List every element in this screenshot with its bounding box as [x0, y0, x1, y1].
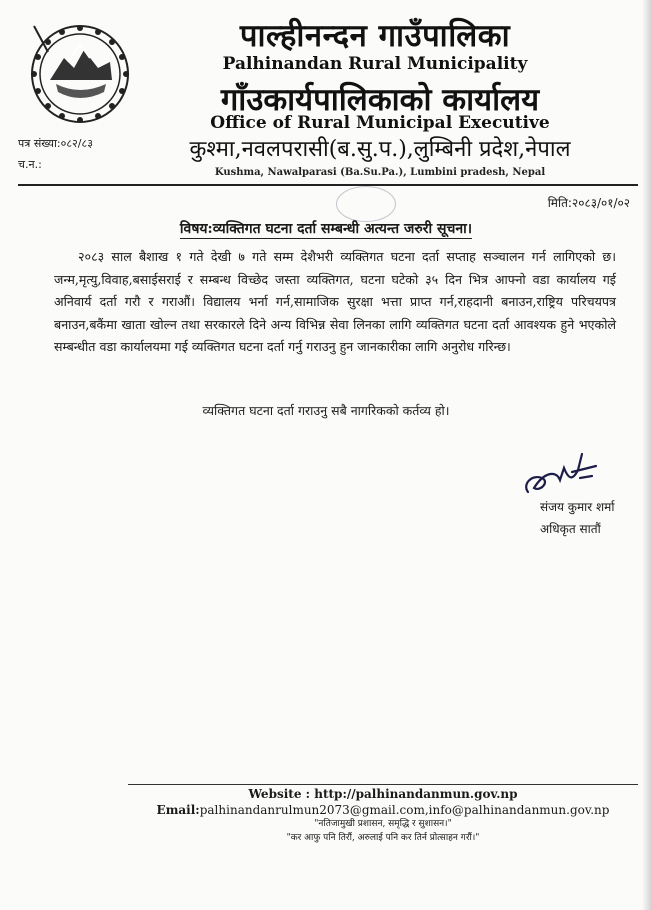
signatory-name: संजय कुमार शर्मा: [540, 500, 615, 514]
office-name-nepali: गाँउकार्यपालिकाको कार्यालय: [220, 82, 540, 118]
notice-body: २०८३ साल बैशाख १ गते देखी ७ गते सम्म देशैभरी व्यक्तिगत घटना दर्ता सप्ताह सञ्चालन गर्न लागिएको छ। जन्म,मृत्यु,विवाह,बसाईसराई र सम्बन्ध विच्छेद जस्ता व्यक्तिगत, घटना घटेको ३५ दिन भित्र आफ्नो वडा कार्यालय गई अनिवार्य दर्ता गरौ र गराऔं। विद्यालय भर्ना गर्न,सामाजिक सुरक्षा भत्ता प्राप्त गर्न,राहदानी बनाउन,राष्ट्रिय परिचयपत्र बनाउन,बकैंमा खाता खोल्न तथा सरकारले दिने अन्य विभिन्न सेवा लिनका लागि व्यक्तिगत घटना दर्ता आवश्यक हुने भएकोले सम्बन्धीत वडा कार्यालयमा गई व्यक्तिगत घटना दर्ता गर्नु गराउनु हुन जानकारीका लागि अनुरोध गरिन्छ।: [54, 249, 616, 354]
email-addresses: palhinandanrulmun2073@gmail.com,info@palhinandanmun.gov.np: [199, 803, 610, 817]
office-seal-stamp: [336, 186, 396, 222]
email-label: Email:: [156, 803, 200, 817]
reference-block: [18, 133, 93, 175]
handwritten-signature: [520, 448, 600, 503]
letter-number: पत्र संख्या:०८२/८३: [18, 137, 93, 150]
municipality-name-nepali: पाल्हीनन्दन गाउँपालिका: [239, 18, 511, 54]
footer-divider: [128, 784, 638, 785]
closing-line: व्यक्तिगत घटना दर्ता गराउनु सबै नागरिकको कर्तव्य हो।: [202, 403, 450, 418]
signatory-title: अधिकृत सातौं: [540, 522, 601, 536]
footer-email: [128, 802, 638, 818]
letterhead-footer: [128, 786, 638, 845]
address-english: Kushma, Nawalparasi (Ba.Su.Pa.), Lumbini pradesh, Nepal: [214, 167, 546, 178]
letter-date: मिति:२०८३/०१/०२: [547, 196, 630, 210]
subject-text: विषय:व्यक्तिगत घटना दर्ता सम्बन्धी अत्यन्त जरुरी सूचना।: [179, 221, 473, 237]
municipality-name-english: Palhinandan Rural Municipality: [222, 54, 528, 74]
office-name-english: Office of Rural Municipal Executive: [210, 113, 550, 133]
dispatch-number: च.न.:: [18, 158, 42, 171]
footer-slogan-governance: "नतिजामुखी प्रशासन, समृद्धि र सुशासन।": [314, 819, 452, 829]
page-edge-shadow: [642, 0, 652, 910]
footer-slogan-tax: "कर आफु पनि तिरौं, अरुलाई पनि कर तिर्न प्रोत्साहन गरौं।": [286, 833, 480, 843]
subject-line: [0, 219, 652, 238]
government-emblem-icon: [28, 22, 132, 126]
address-nepali: कुश्मा,नवलपरासी(ब.सु.प.),लुम्बिनी प्रदेश,नेपाल: [189, 137, 571, 162]
footer-website: Website : http://palhinandanmun.gov.np: [248, 787, 518, 801]
header-divider: [18, 184, 638, 186]
